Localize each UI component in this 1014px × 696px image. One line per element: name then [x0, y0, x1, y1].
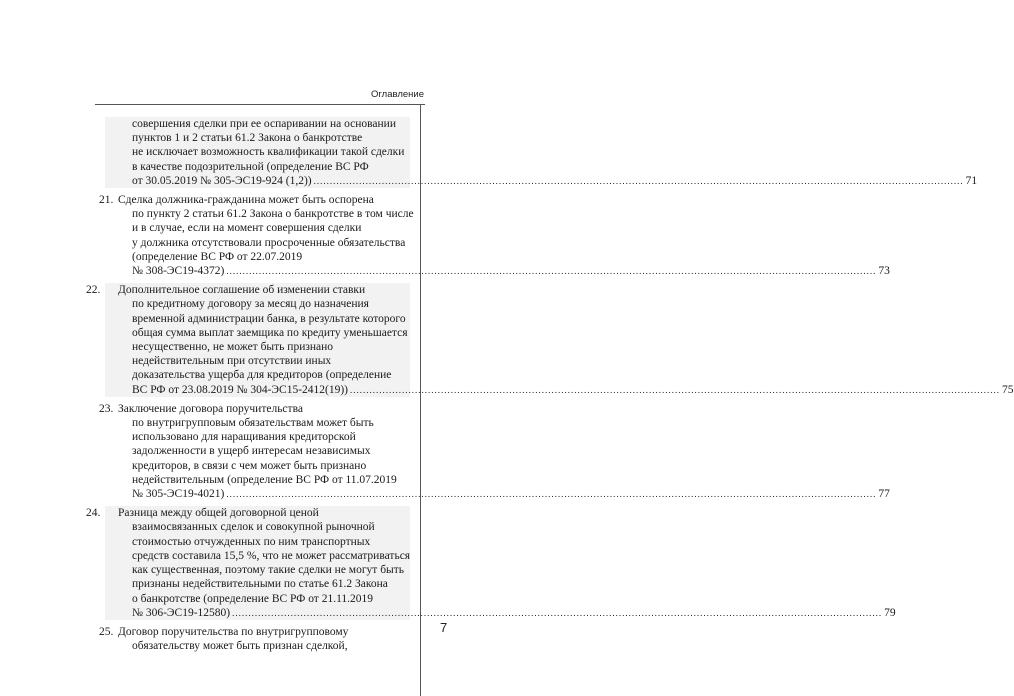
toc-entry-text-line: № 305-ЭС19-4021)	[132, 488, 225, 501]
toc-entry[interactable]	[99, 402, 890, 501]
toc-entry-number: 21.	[99, 194, 114, 207]
toc-entry-text-line: недействительным (определение ВС РФ от 11.07.2019	[132, 473, 397, 486]
dot-leader: ........................................................................................................................................................................................................	[232, 607, 883, 618]
toc-entry-text-line: Договор поручительства по внутригрупповому	[118, 625, 349, 638]
toc-entry-text-line: признаны недействительными по статье 61.2 Закона	[132, 578, 388, 591]
toc-entry-text-line: Заключение договора поручительства	[118, 402, 303, 415]
toc-entry-last-line	[118, 487, 890, 501]
toc-entry-text-line: взаимосвязанных сделок и совокупной рыночной	[132, 521, 375, 534]
running-header-title: Оглавление	[371, 89, 424, 100]
toc-entry-text-line: обязательству может быть признан сделкой,	[132, 640, 348, 653]
toc-entry-page-number: 77	[878, 488, 890, 501]
toc-entry-number: 23.	[99, 402, 114, 415]
toc-entry-text-line: задолженности в ущерб интересам независимых	[132, 445, 371, 458]
toc-entry-text-line: недействительным при отсутствии иных	[132, 355, 332, 368]
toc-entry-text-line: общая сумма выплат заемщика по кредиту уменьшается	[132, 326, 408, 339]
toc-entry-page-number: 71	[965, 174, 978, 187]
table-of-contents	[86, 117, 1014, 653]
header-rule	[95, 104, 425, 105]
dot-leader: ........................................................................................................................................................................................................	[350, 384, 1001, 395]
toc-entry-text-line: использовано для наращивания кредиторской	[132, 431, 356, 444]
toc-entry-last-line	[118, 383, 1014, 397]
toc-entry-text-line: несущественно, не может быть признано	[132, 341, 334, 354]
toc-entry[interactable]	[86, 283, 1014, 397]
toc-entry-page-number: 75	[1002, 383, 1014, 396]
toc-entry-text-line: как существенная, поэтому такие сделки не могут быть	[132, 564, 405, 577]
toc-entry-page-number: 73	[878, 265, 890, 278]
toc-entry-text-line: пунктов 1 и 2 статьи 61.2 Закона о банкротстве	[132, 132, 363, 145]
toc-entry-text-line: у должника отсутствовали просроченные обязательства	[132, 236, 406, 249]
toc-entry-number: 24.	[86, 507, 101, 520]
toc-entry-text-line: и в случае, если на момент совершения сделки	[132, 222, 362, 235]
toc-entry[interactable]	[99, 193, 890, 278]
toc-entry-text-line: в качестве подозрительной (определение ВС РФ	[132, 160, 369, 173]
toc-entry-text-line: № 308-ЭС19-4372)	[132, 265, 225, 278]
toc-entry-text-line: доказательства ущерба для кредиторов (определение	[132, 369, 392, 382]
toc-entry-last-line	[118, 606, 896, 620]
toc-entry-text-line: Сделка должника-гражданина может быть оспорена	[118, 194, 374, 207]
toc-entry[interactable]	[99, 625, 410, 653]
toc-entry-text-line: средств составила 15,5 %, что не может рассматриваться	[132, 549, 411, 562]
toc-entry-text-line: о банкротстве (определение ВС РФ от 21.11.2019	[132, 592, 374, 605]
toc-entry-last-line	[118, 264, 890, 278]
toc-entry-text-line: ВС РФ от 23.08.2019 № 304-ЭС15-2412(19))	[132, 383, 349, 396]
toc-entry-text-line: Дополнительное соглашение об изменении ставки	[118, 284, 366, 297]
toc-entry-text-line: стоимостью отчужденных по ним транспортных	[132, 535, 371, 548]
toc-entry[interactable]	[105, 117, 978, 188]
toc-entry[interactable]	[86, 506, 896, 620]
toc-entry-page-number: 79	[884, 606, 896, 619]
toc-entry-text-line: кредиторов, в связи с чем может быть признано	[132, 459, 367, 472]
toc-entry-text-line: совершения сделки при ее оспаривании на основании	[132, 118, 396, 130]
toc-entry-last-line	[118, 174, 978, 188]
dot-leader: ........................................................................................................................................................................................................	[226, 266, 877, 277]
toc-entry-text-line: по кредитному договору за месяц до назначения	[132, 298, 369, 311]
toc-entry-number: 25.	[99, 625, 114, 638]
toc-entry-text-line: по внутригрупповым обязательствам может быть	[132, 417, 374, 430]
toc-entry-text-line: не исключает возможность квалификации такой сделки	[132, 146, 405, 159]
toc-entry-text-line: № 306-ЭС19-12580)	[132, 606, 231, 619]
toc-entry-text-line: временной администрации банка, в результате которого	[132, 312, 406, 325]
toc-entry-text-line: от 30.05.2019 № 305-ЭС19-924 (1,2))	[132, 174, 312, 187]
dot-leader: ........................................................................................................................................................................................................	[313, 175, 964, 186]
toc-entry-text-line: (определение ВС РФ от 22.07.2019	[132, 250, 303, 263]
toc-entry-text-line: по пункту 2 статьи 61.2 Закона о банкротстве в том числе	[132, 208, 414, 221]
dot-leader: ........................................................................................................................................................................................................	[226, 489, 877, 500]
toc-entry-number: 22.	[86, 284, 101, 297]
page-number: 7	[440, 620, 448, 635]
toc-entry-text-line: Разница между общей договорной ценой	[118, 507, 319, 520]
